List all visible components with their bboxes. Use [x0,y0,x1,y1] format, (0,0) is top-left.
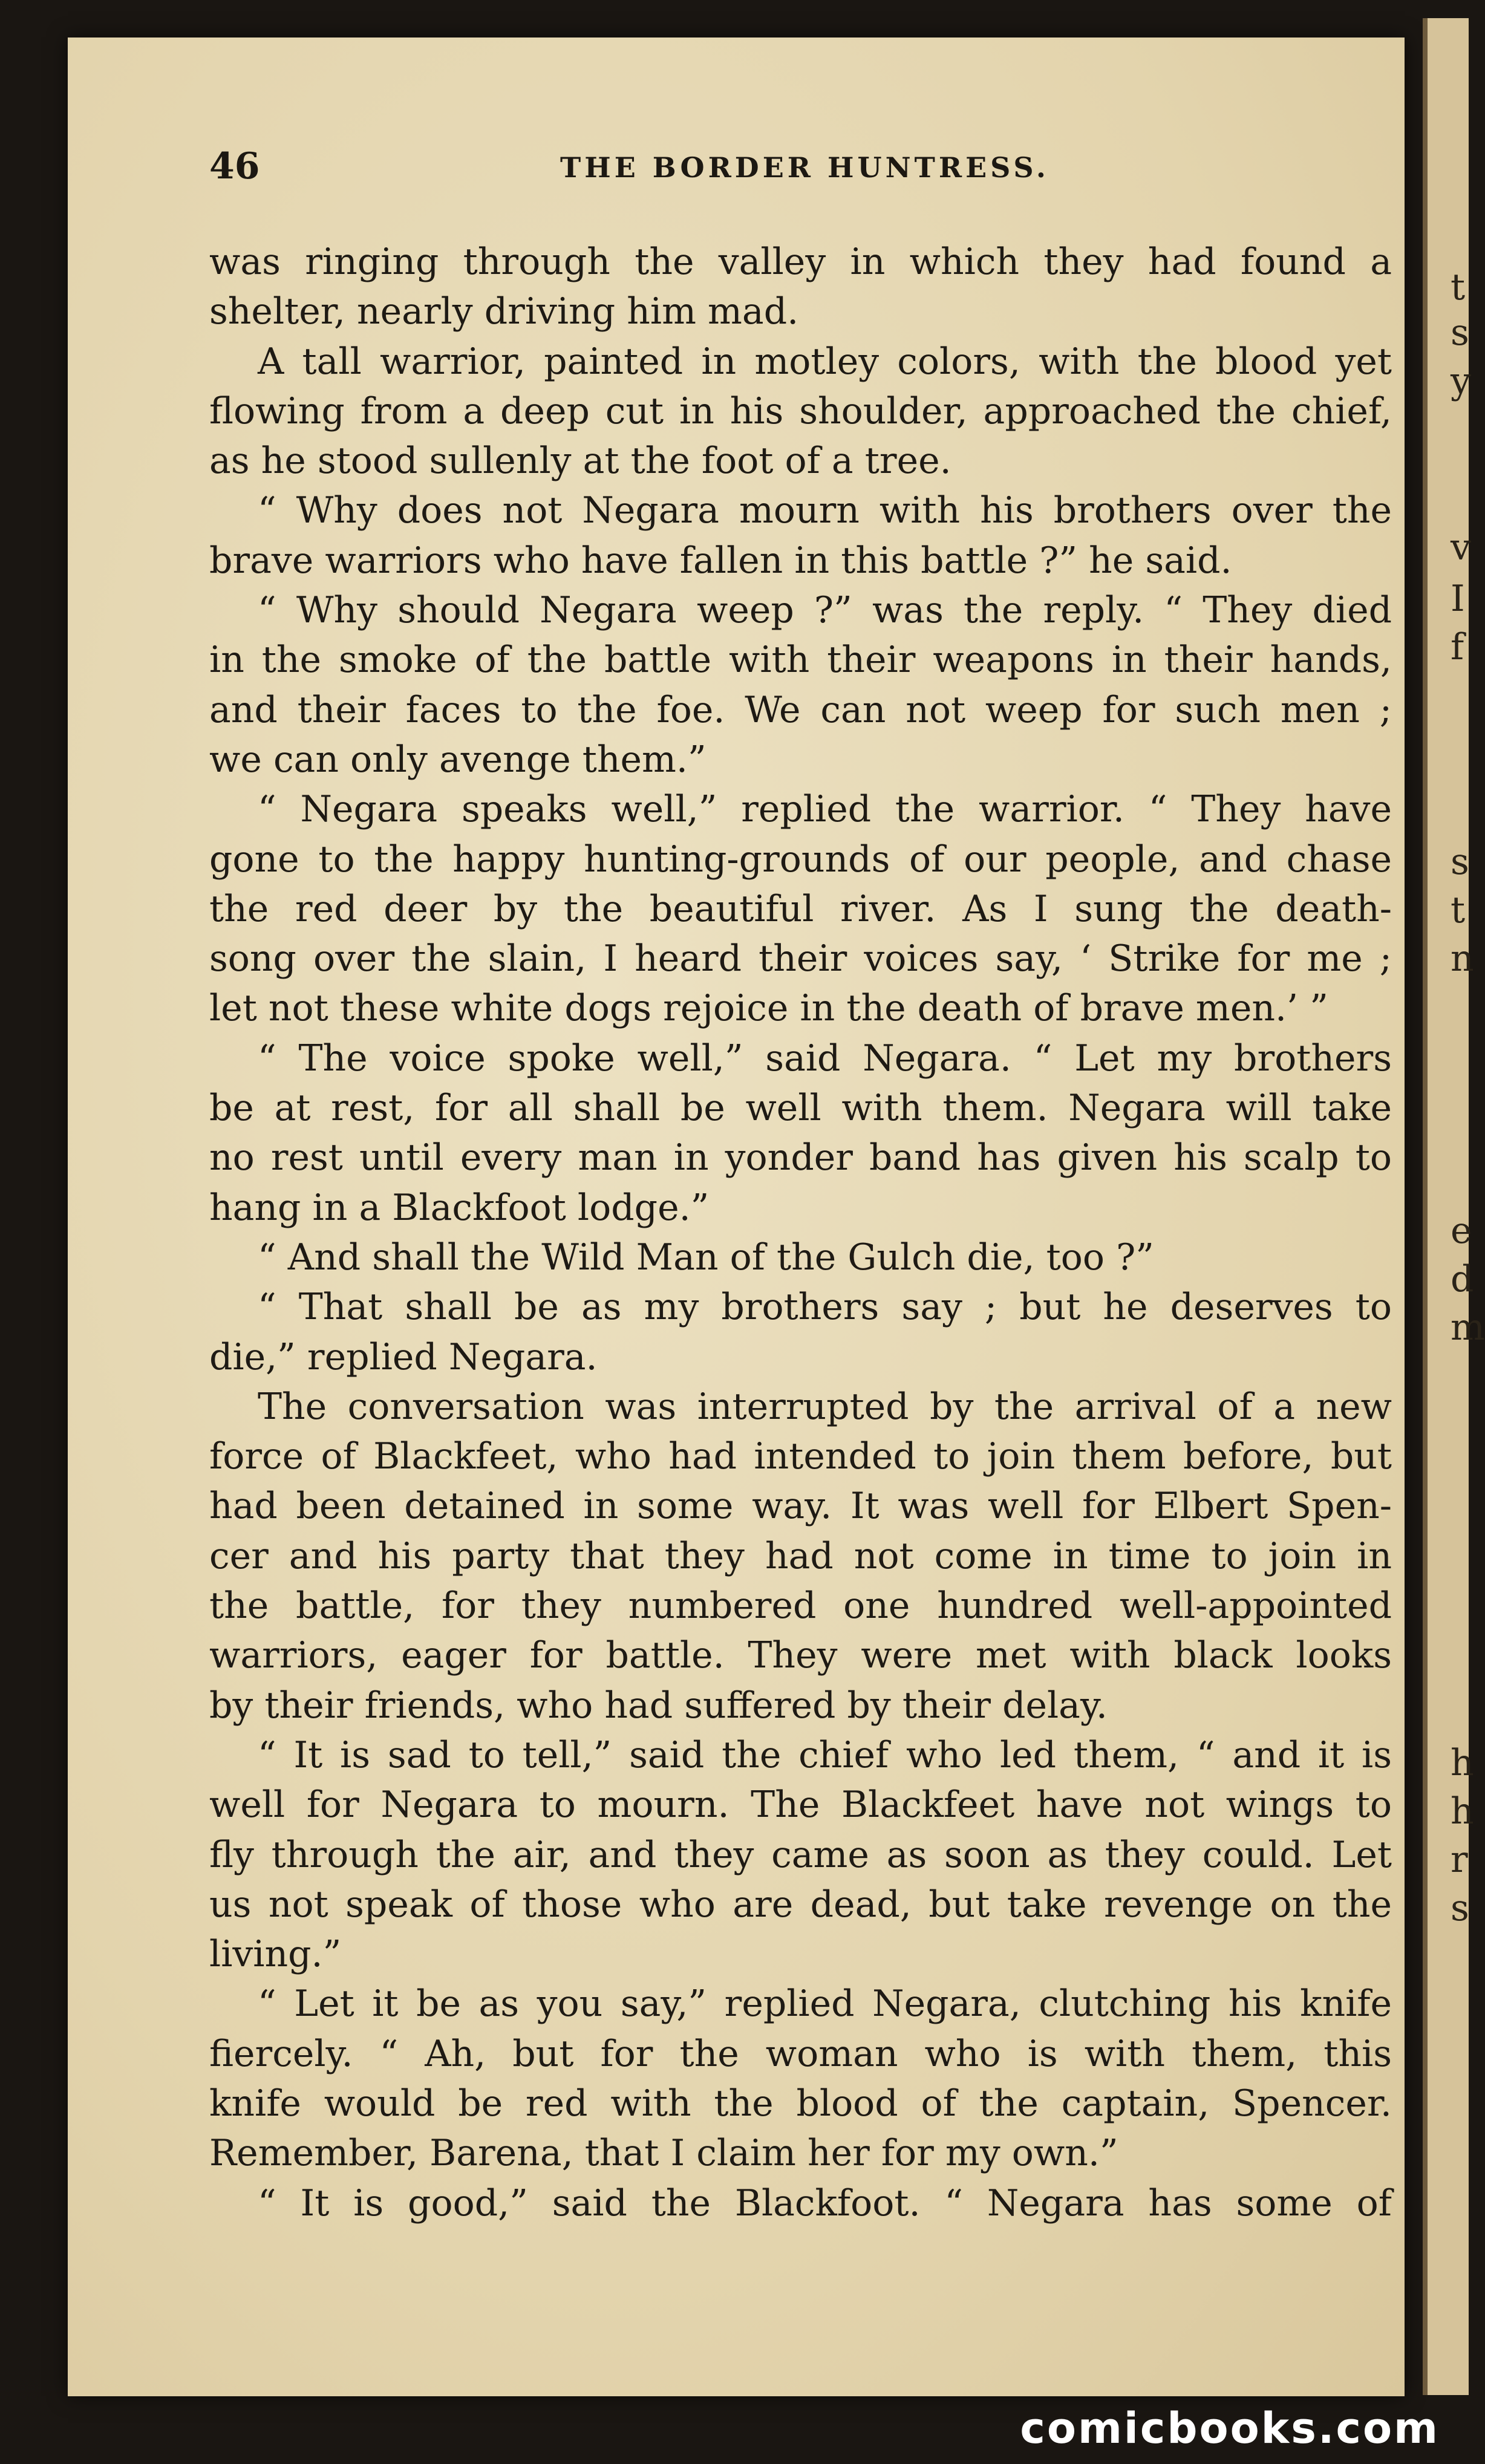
text-line: “ And shall the Wild Man of the Gulch die, too ?” [258,1236,1154,1279]
text-line: fiercely. “ Ah, but for the woman who is with them, this [209,2032,1392,2075]
next-page-letter: r [1451,1839,1468,1881]
page-header [209,145,1389,194]
text-line: “ That shall be as my brothers say ; but he deserves to [258,1286,1392,1329]
next-page-letter: h [1451,1790,1474,1833]
text-line: we can only avenge them.” [209,738,707,781]
next-page-letter: t [1451,266,1466,308]
page-number: 46 [209,145,260,187]
next-page-letter: n [1451,937,1474,980]
text-line: let not these white dogs rejoice in the death of brave men.’ ” [209,987,1328,1030]
body-text [209,237,1392,2228]
next-page-letter: t [1451,889,1466,931]
text-line: living.” [209,1933,342,1976]
text-line: “ The voice spoke well,” said Negara. “ Let my brothers [258,1037,1392,1080]
text-line: hang in a Blackfoot lodge.” [209,1186,710,1229]
text-line: be at rest, for all shall be well with them. Negara will take [209,1087,1392,1130]
text-line: die,” replied Negara. [209,1335,598,1378]
next-page-letter: I [1451,578,1465,620]
text-line: as he stood sullenly at the foot of a tree. [209,440,951,483]
text-line: by their friends, who had suffered by their delay. [209,1684,1108,1727]
text-line: Remember, Barena, that I claim her for my own.” [209,2132,1118,2175]
text-line: fly through the air, and they came as soon as they could. Let [209,1833,1392,1876]
text-line: gone to the happy hunting-grounds of our people, and chase [209,838,1392,881]
next-page-letter: d [1451,1258,1474,1300]
text-line: A tall warrior, painted in motley colors, with the blood yet [258,340,1392,383]
text-line: “ Why does not Negara mourn with his brothers over the [258,489,1392,532]
text-line: and their faces to the foe. We can not weep for such men ; [209,688,1392,731]
text-line: song over the slain, I heard their voices say, ‘ Strike for me ; [209,937,1392,980]
next-page-letter: y [1451,360,1471,402]
text-line: the battle, for they numbered one hundred well-appointed [209,1585,1392,1628]
text-line: brave warriors who have fallen in this battle ?” he said. [209,539,1232,582]
text-line: The conversation was interrupted by the arrival of a new [258,1385,1392,1428]
text-line: cer and his party that they had not come in time to join in [209,1534,1392,1577]
text-line: had been detained in some way. It was well for Elbert Spen- [209,1485,1392,1528]
text-line: force of Blackfeet, who had intended to join them before, but [209,1435,1392,1478]
next-page-letter: v [1451,526,1471,569]
running-title: THE BORDER HUNTRESS. [560,151,1049,184]
next-page-letter: s [1451,1887,1469,1929]
text-line: “ Let it be as you say,” replied Negara, clutching his knife [258,1983,1392,2026]
text-line: the red deer by the beautiful river. As I sung the death- [209,887,1392,930]
text-line: knife would be red with the blood of the captain, Spencer. [209,2082,1392,2125]
text-line: was ringing through the valley in which they had found a [209,241,1392,283]
next-page-letter: s [1451,311,1469,354]
text-line: “ Negara speaks well,” replied the warrior. “ They have [258,788,1392,831]
text-line: well for Negara to mourn. The Blackfeet have not wings to [209,1784,1392,1827]
next-page-letter: h [1451,1742,1474,1784]
text-line: flowing from a deep cut in his shoulder, approached the chief, [209,389,1392,432]
next-page-letter: e [1451,1210,1472,1252]
text-line: shelter, nearly driving him mad. [209,290,799,333]
next-page-letter: s [1451,841,1469,883]
next-page-letter: f [1451,626,1464,668]
text-line: “ It is sad to tell,” said the chief who led them, “ and it is [258,1733,1392,1776]
text-line: in the smoke of the battle with their weapons in their hands, [209,639,1392,682]
next-page-letter: m [1451,1306,1485,1349]
text-line: us not speak of those who are dead, but take revenge on the [209,1883,1392,1926]
text-line: no rest until every man in yonder band has given his scalp to [209,1136,1392,1179]
text-line: “ It is good,” said the Blackfoot. “ Negara has some of [258,2182,1392,2224]
text-line: “ Why should Negara weep ?” was the reply. “ They died [258,589,1392,632]
text-line: warriors, eager for battle. They were met with black looks [209,1634,1392,1677]
watermark: comicbooks.com [1020,2404,1440,2453]
